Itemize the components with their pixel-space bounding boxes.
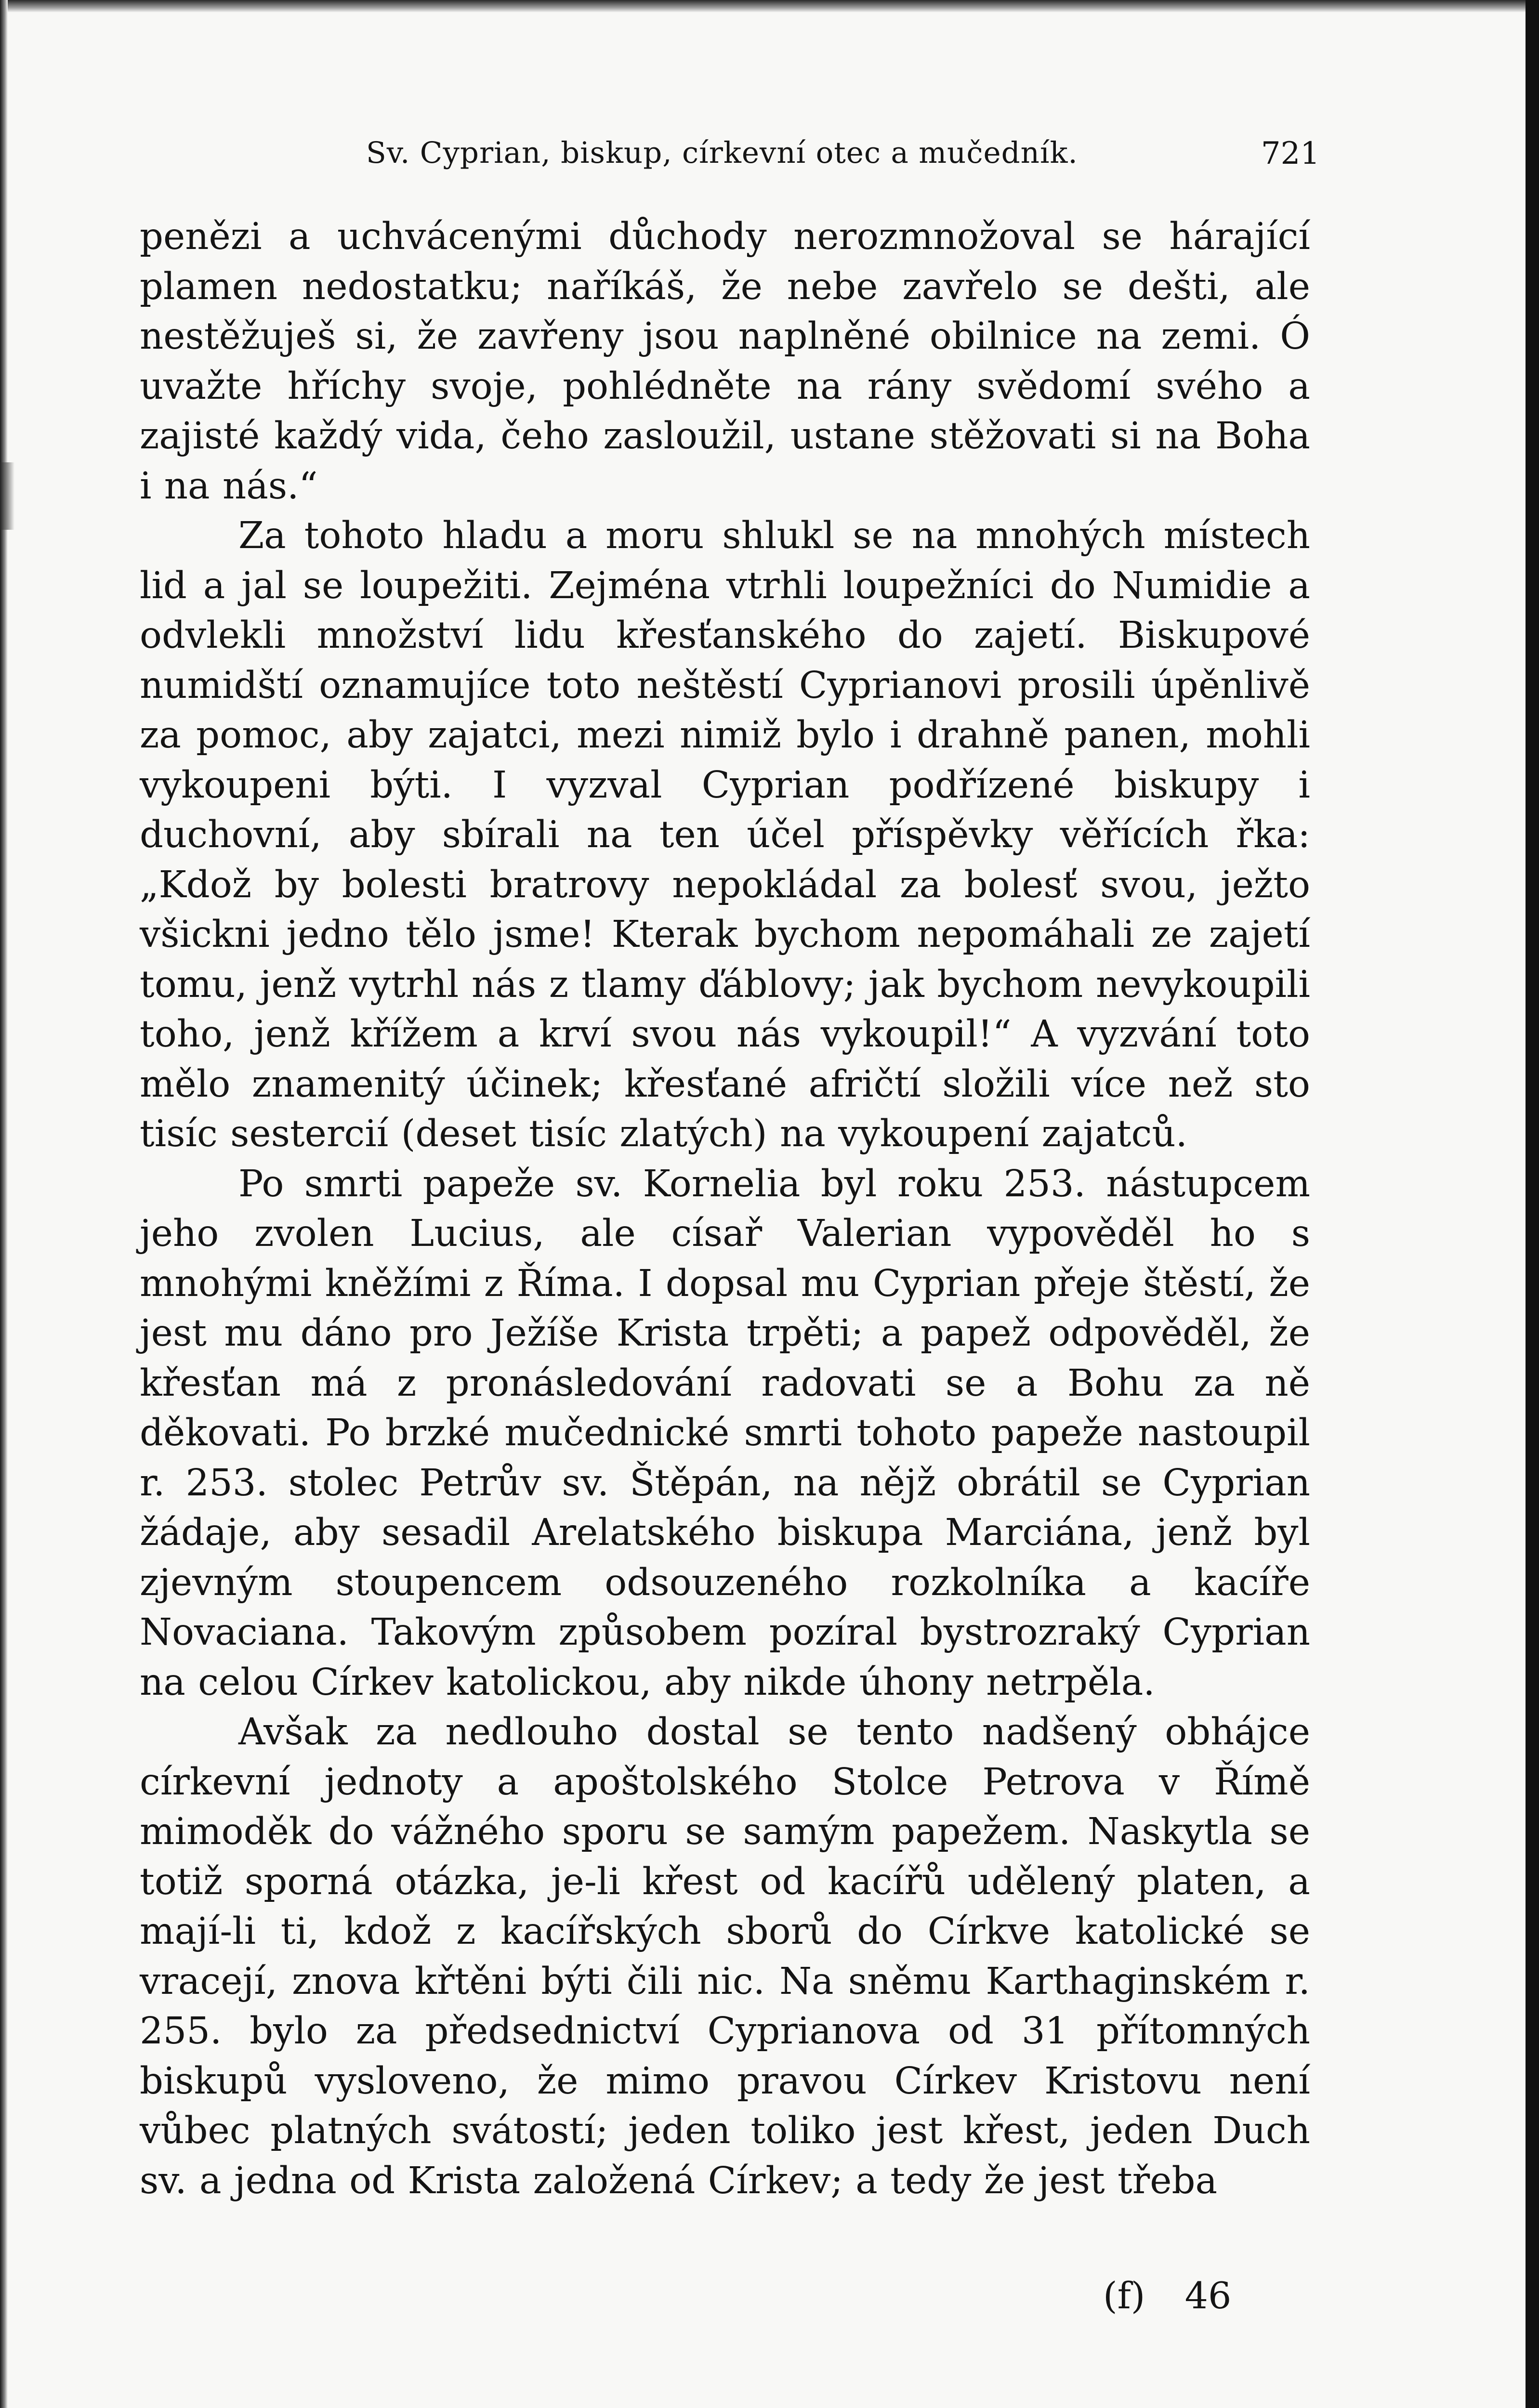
paragraph-3: Po smrti papeže sv. Kornelia byl roku 253. nástupcem jeho zvolen Lucius, ale císař Valerian vypověděl ho s mnohými kněžími z Říma. I dopsal mu Cyprian přeje štěstí, že jest mu dáno pro Ježíše Krista trpěti; a papež odpověděl, že křesťan má z pronásledování radovati se a Bohu za ně děkovati. Po brzké mučednické smrti tohoto papeže nastoupil r. 253. stolec Petrův sv. Štěpán, na nějž obrátil se Cyprian žádaje, aby sesadil Arelatského biskupa Marciána, jenž byl zjevným stoupencem odsouzeného rozkolníka a kacíře Novaciana. Takovým způsobem pozíral bystrozraký Cyprian na celou Církev katolickou, aby nikde úhony netrpěla. xyxy=(140,1162,1310,1704)
paragraph-2: Za tohoto hladu a moru shlukl se na mnohých místech lid a jal se loupežiti. Zejména vtrhli loupežníci do Numidie a odvlekli množství lidu křesťanského do zajetí. Biskupové numidští oznamujíce toto neštěstí Cyprianovi prosili úpěnlivě za pomoc, aby zajatci, mezi nimiž bylo i drahně panen, mohli vykoupeni býti. I vyzval Cyprian podřízené biskupy i duchovní, aby sbírali na ten účel příspěvky věřících řka: „Kdož by bolesti bratrovy nepokládal za bolesť svou, ježto všicknі jedno tělo jsme! Kterak bychom nepomáhali ze zajetí tomu, jenž vytrhl nás z tlamy ďáblovy; jak bychom nevykoupili toho, jenž křížem a krví svou nás vykoupil!“ A vyzvání toto mělo znamenitý účinek; křesťané afričtí složili více než sto tisíc sestercií (deset tisíc zlatých) na vykoupení zajatců. xyxy=(140,514,1310,1155)
paragraph-4: Avšak za nedlouho dostal se tento nadšený obhájce církevní jednoty a apoštolského Stolce Petrova v Římě mimoděk do vážného sporu se samým papežem. Naskytla se totiž sporná otázka, je-li křest od kacířů udělený platen, a mají-li ti, kdož z kacířských sborů do Církve katolické se vracejí, znova křtěni býti čili nic. Na sněmu Karthaginském r. 255. bylo za předsednictví Cyprianova od 31 přítomných biskupů vysloveno, že mimo pravou Církev Kristovu není vůbec platných svátostí; jeden toliko jest křest, jeden Duch sv. a jedna od Krista založená Církev; a tedy že jest třeba xyxy=(140,1711,1310,2202)
running-title: Sv. Cyprian, biskup, církevní otec a mučedník. xyxy=(366,136,1078,170)
paragraph-1: penězi a uchvácenými důchody nerozmnožoval se hárající plamen nedostatku; naříkáš, že nebe zavřelo se dešti, ale nestěžuješ si, že zavřeny jsou naplněné obilnice na zemi. Ó uvažte hříchy svoje, pohlédněte na rány svědomí svého a zajisté každý vida, čeho zasloužil, ustane stěžovati si na Boha i na nás.“ xyxy=(140,215,1310,508)
page-number: 721 xyxy=(1261,136,1320,171)
scan-edge-notch xyxy=(0,462,14,530)
body-text xyxy=(140,212,1310,2206)
scan-edge-top xyxy=(0,0,1539,13)
scan-edge-left xyxy=(0,0,8,2408)
scan-edge-right xyxy=(1526,0,1539,2408)
sheet-number: 46 xyxy=(1184,2274,1232,2317)
signature-mark: (f) xyxy=(1103,2274,1145,2317)
page-footer xyxy=(1103,2274,1259,2317)
page-header xyxy=(366,136,1320,179)
